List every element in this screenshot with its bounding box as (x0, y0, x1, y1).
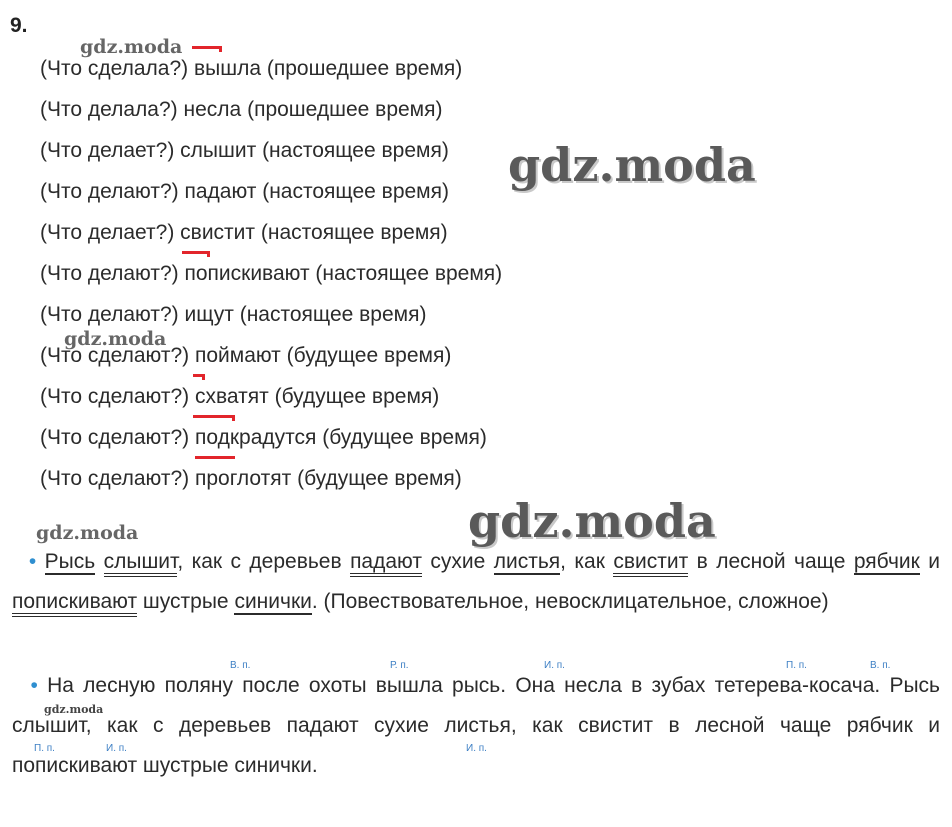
bullet-icon: • (28, 550, 37, 573)
tense: (настоящее время) (262, 139, 449, 162)
text: шустрые (142, 590, 229, 613)
question: (Что сделают?) (40, 426, 190, 449)
subject: Рысь (44, 550, 96, 573)
text: и (928, 550, 940, 573)
tense: (прошедшее время) (247, 98, 443, 121)
list-item (40, 380, 502, 421)
verb: подкрадутся (195, 421, 316, 455)
verb: слышит (180, 139, 257, 162)
case-label: В. п. (870, 660, 891, 671)
verb: поймают (194, 344, 281, 367)
tense: (настоящее время) (262, 180, 449, 203)
text: в лесной чаще (696, 550, 846, 573)
list-item (40, 52, 502, 93)
case-label: П. п. (786, 660, 807, 671)
list-item (40, 298, 502, 339)
question: (Что сделают?) (40, 467, 190, 490)
tense: (будущее время) (274, 385, 440, 408)
verb: падают (184, 180, 257, 203)
question: (Что сделала?) (40, 57, 189, 80)
verb: схватят (195, 380, 269, 414)
prefix-mark-icon (193, 374, 205, 380)
tense: (настоящее время) (315, 262, 503, 285)
watermark: gdz.moda (508, 138, 756, 192)
verb: вышла (194, 52, 261, 86)
predicate: слышит (104, 550, 178, 577)
list-item (40, 257, 502, 298)
bullet-icon: • (30, 674, 38, 697)
verb: попискивают (184, 257, 309, 291)
tense: (настоящее время) (260, 221, 448, 244)
question: (Что делают?) (40, 180, 179, 203)
tense: (будущее время) (322, 426, 487, 449)
prefix-mark-icon (182, 251, 210, 257)
watermark: gdz.moda (468, 494, 716, 548)
watermark: gdz.moda (80, 36, 183, 58)
list-item (40, 421, 502, 462)
case-label: И. п. (106, 743, 127, 754)
case-label: П. п. (34, 743, 55, 754)
question: (Что сделают?) (40, 385, 190, 408)
list-item (40, 462, 502, 503)
verb: несла (183, 98, 242, 121)
predicate: падают (350, 550, 422, 577)
predicate: свистит (613, 550, 688, 577)
text: сухие (430, 550, 486, 573)
list-item (40, 93, 502, 134)
question: (Что сделают?) (40, 344, 190, 367)
case-label: Р. п. (390, 660, 409, 671)
list-item (40, 134, 502, 175)
prefix-mark-icon (195, 456, 235, 462)
watermark: gdz.moda (44, 703, 104, 716)
tense: (настоящее время) (239, 303, 427, 326)
text: . (Повествовательное, невосклицательное, сложное) (311, 590, 829, 613)
predicate: попискивают (12, 590, 137, 617)
verb: проглотят (195, 462, 291, 496)
case-label: И. п. (544, 660, 565, 671)
watermark: gdz.moda (64, 328, 167, 350)
subject: рябчик (853, 550, 920, 573)
question: (Что делала?) (40, 98, 178, 121)
list-item (40, 339, 502, 380)
list-item (40, 175, 502, 216)
subject: синички (234, 590, 312, 613)
question: (Что делают?) (40, 303, 179, 326)
case-label: В. п. (230, 660, 251, 671)
case-label: И. п. (466, 743, 487, 754)
text: , как с деревьев (177, 550, 342, 573)
tense: (будущее время) (297, 467, 462, 490)
analysis-paragraph (12, 542, 940, 622)
text: На лесную поляну после охоты вышла рысь. Она несла в зубах тетерева-косача. Рысь слышит, как с деревьев падают сухие листья, как свистит в лесной чаще рябчик и попискивают шустрые синички. (12, 674, 940, 777)
verb: ищут (184, 303, 234, 326)
question: (Что делает?) (40, 139, 175, 162)
text-paragraph (12, 666, 940, 786)
exercise-number: 9. (10, 14, 28, 37)
text: , как (560, 550, 605, 573)
question: (Что делают?) (40, 262, 179, 285)
prefix-mark-icon (193, 415, 235, 421)
subject: листья (493, 550, 561, 573)
watermark: gdz.moda (36, 522, 139, 544)
prefix-mark-icon (192, 46, 222, 52)
verb: свистит (180, 221, 256, 244)
list-item (40, 216, 502, 257)
question: (Что делает?) (40, 221, 175, 244)
tense: (будущее время) (286, 344, 452, 367)
verb-list (40, 52, 502, 503)
tense: (прошедшее время) (266, 57, 463, 80)
